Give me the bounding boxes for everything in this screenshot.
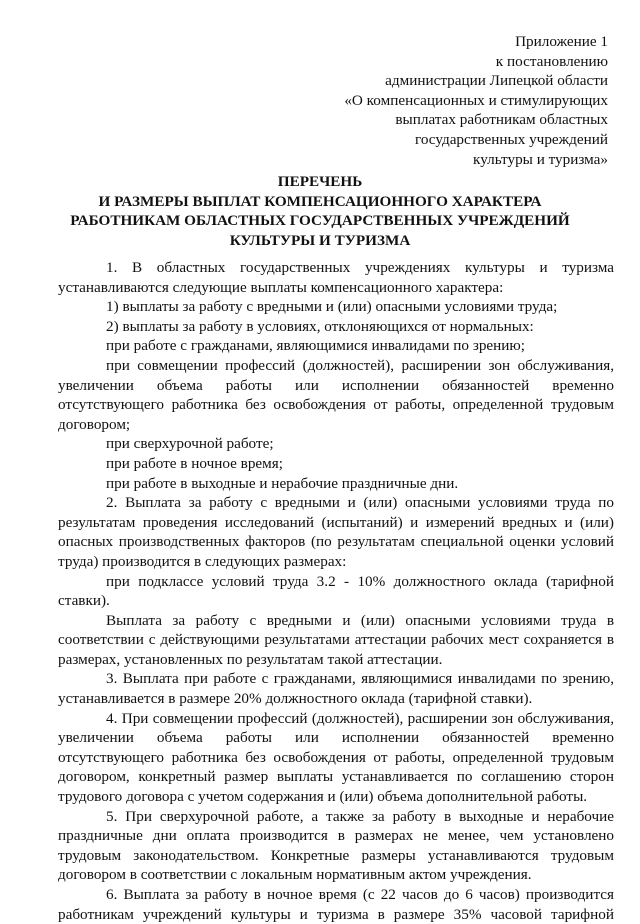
body-line: 1. В областных государственных учреждениях культуры и туризма [106, 259, 614, 276]
body-line: 1) выплаты за работу с вредными и (или) опасными условиями труда; [106, 298, 558, 316]
title-line: РАБОТНИКАМ ОБЛАСТНЫХ ГОСУДАРСТВЕННЫХ УЧРЕЖДЕНИЙ [70, 212, 570, 229]
body-line: отсутствующего работника без освобождения от работы, определенной трудовым [58, 396, 614, 414]
body-line: устанавливаются следующие выплаты компенсационного характера: [58, 278, 504, 296]
appendix-line: «О компенсационных и стимулирующих [344, 91, 608, 109]
appendix-line: к постановлению [495, 52, 608, 70]
body-line: при подклассе условий труда 3.2 - 10% должностного оклада (тарифной [106, 572, 614, 590]
body-line: 4. При совмещении профессий (должностей), расширении зон обслуживания, [106, 709, 614, 727]
body-line: увеличении объема работы или исполнении обязанностей временно [58, 376, 614, 394]
body-line: отсутствующего работника без освобождения от работы, определенной трудовым [58, 748, 614, 766]
body-line: при сверхурочной работе; [106, 435, 274, 453]
body-line: устанавливается в размере 20% должностного оклада (тарифной ставки). [58, 690, 533, 708]
document-body [58, 258, 614, 924]
appendix-line: Приложение 1 [515, 33, 608, 50]
appendix-line: выплатах работникам областных [395, 111, 608, 129]
body-line: результатам проведения исследований (испытаний) и измерений вредных и (или) [58, 513, 614, 531]
body-line: при совмещении профессий (должностей), расширении зон обслуживания, [106, 356, 614, 374]
appendix-line: культуры и туризма» [473, 150, 608, 168]
body-line: 5. При сверхурочной работе, а также за работу в выходные и нерабочие [106, 807, 614, 825]
body-line: трудового договора с учетом содержания и (или) объема дополнительной работы. [58, 788, 588, 806]
body-line: размерах, установленных по результатам такой аттестации. [58, 650, 443, 668]
body-line: при работе с гражданами, являющимися инвалидами по зрению; [106, 337, 525, 355]
body-line: трудовым законодательством. Конкретные размеры устанавливаются трудовым [58, 846, 614, 864]
body-line: 6. Выплата за работу в ночное время (с 22 часов до 6 часов) производится [106, 886, 614, 903]
body-line: договором в соответствии с локальным нормативным актом учреждения. [58, 866, 532, 884]
body-line: договором, конкретный размер выплаты устанавливается по соглашению сторон [58, 768, 614, 786]
body-line: при работе в выходные и нерабочие праздничные дни. [106, 474, 459, 492]
body-line: опасных производственных факторов (по результатам специальной оценки условий [58, 533, 614, 551]
body-line: соответствии с действующими результатами аттестации рабочих мест сохраняется в [58, 631, 614, 649]
body-line: ставки). [58, 592, 110, 610]
appendix-line: государственных учреждений [414, 130, 608, 148]
body-line: 2. Выплата за работу с вредными и (или) опасными условиями труда по [106, 494, 614, 512]
document-title [40, 172, 600, 250]
body-line: Выплата за работу с вредными и (или) опасными условиями труда в [106, 611, 614, 629]
body-line: работникам учреждений культуры и туризма в размере 35% часовой тарифной [58, 905, 614, 923]
appendix-line: администрации Липецкой области [385, 72, 608, 90]
body-line: праздничные дни оплата производится в размерах не менее, чем установлено [58, 827, 614, 845]
title-line: И РАЗМЕРЫ ВЫПЛАТ КОМПЕНСАЦИОННОГО ХАРАКТЕРА [98, 192, 542, 210]
body-line: при работе в ночное время; [106, 454, 283, 472]
body-line: труда) производится в следующих размерах: [58, 552, 347, 570]
body-line: увеличении объема работы или исполнении обязанностей временно [58, 729, 614, 747]
body-line: 3. Выплата при работе с гражданами, являющимися инвалидами по зрению, [106, 670, 614, 688]
title-line: КУЛЬТУРЫ И ТУРИЗМА [229, 231, 411, 249]
body-line: договором; [58, 415, 131, 433]
body-line: 2) выплаты за работу в условиях, отклоняющихся от нормальных: [106, 317, 534, 335]
title-line: ПЕРЕЧЕНЬ [277, 173, 363, 190]
appendix-header [330, 32, 608, 169]
